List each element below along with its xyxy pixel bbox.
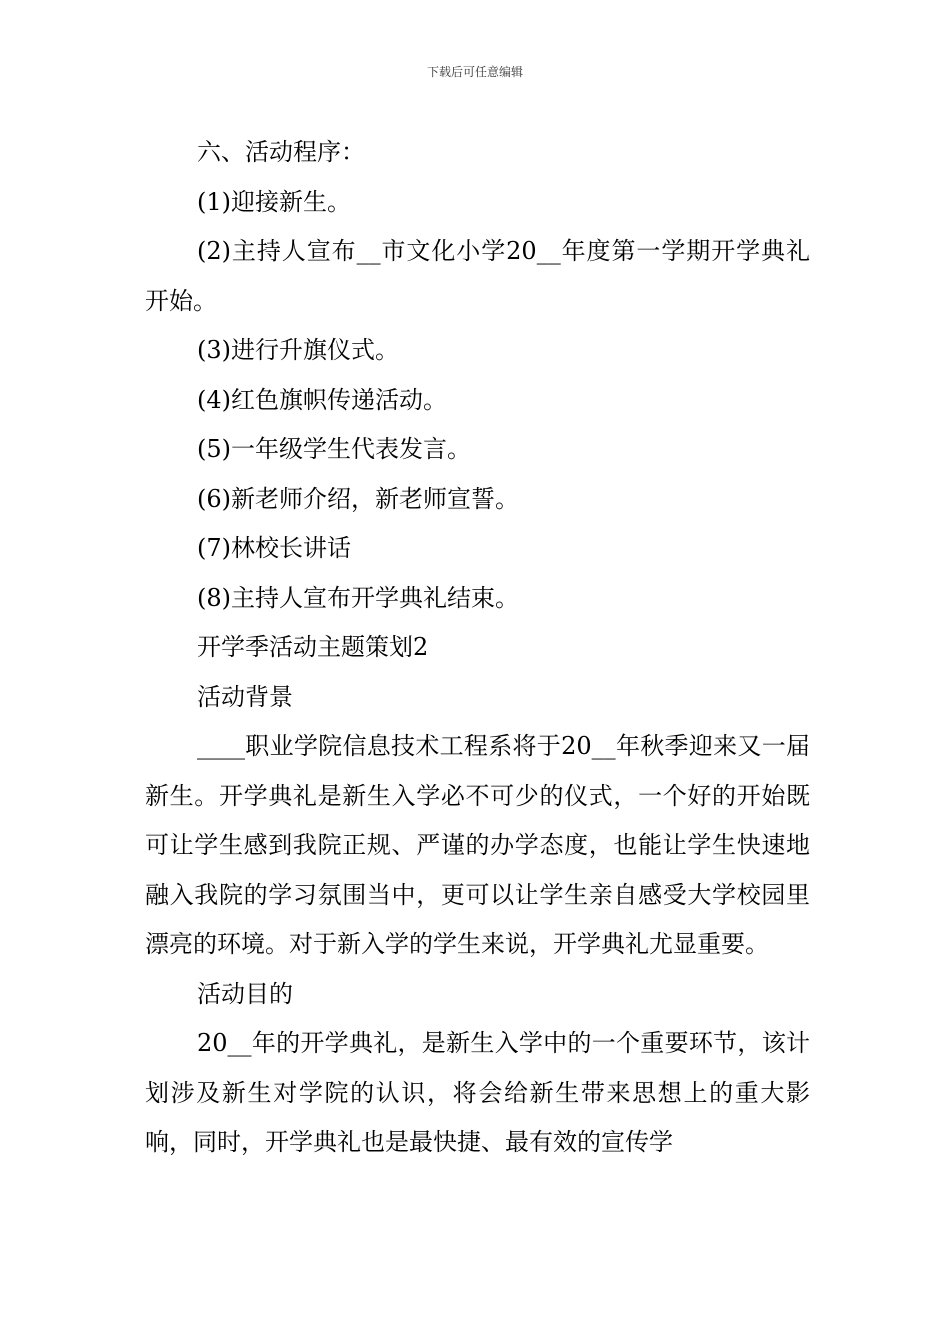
procedure-item-4: (4)红色旗帜传递活动。 xyxy=(197,385,447,414)
procedure-item-1: (1)迎接新生。 xyxy=(197,187,351,216)
procedure-item-7: (7)林校长讲话 xyxy=(197,534,351,562)
header-note: 下载后可任意编辑 xyxy=(426,65,523,79)
section-heading-procedure: 六、活动程序： xyxy=(197,138,365,166)
procedure-item-6: (6)新老师介绍，新老师宣誓。 xyxy=(197,484,519,513)
plan-title: 开学季活动主题策划2 xyxy=(197,633,429,661)
procedure-item-5: (5)一年级学生代表发言。 xyxy=(197,435,471,463)
procedure-item-2: (2)主持人宣布__市文化小学20__年度第一学期开学典礼开始。 xyxy=(145,237,810,315)
heading-background: 活动背景 xyxy=(197,682,293,711)
background-paragraph: ____职业学院信息技术工程系将于20__年秋季迎来又一届新生。开学典礼是新生入学必不可少的仪式，一个好的开始既可让学生感到我院正规、严谨的办学态度，也能让学生快速地融入我院的学习氛围当中，更可以让学生亲自感受大学校园里漂亮的环境。对于新入学的学生来说，开学典礼尤显重要。 xyxy=(145,732,810,958)
document-body xyxy=(145,128,810,1168)
heading-purpose: 活动目的 xyxy=(197,979,293,1008)
procedure-item-3: (3)进行升旗仪式。 xyxy=(197,336,399,364)
procedure-item-8: (8)主持人宣布开学典礼结束。 xyxy=(197,583,519,612)
purpose-paragraph: 20__年的开学典礼，是新生入学中的一个重要环节，该计划涉及新生对学院的认识，将会给新生带来思想上的重大影响，同时，开学典礼也是最快捷、最有效的宣传学 xyxy=(145,1029,810,1156)
